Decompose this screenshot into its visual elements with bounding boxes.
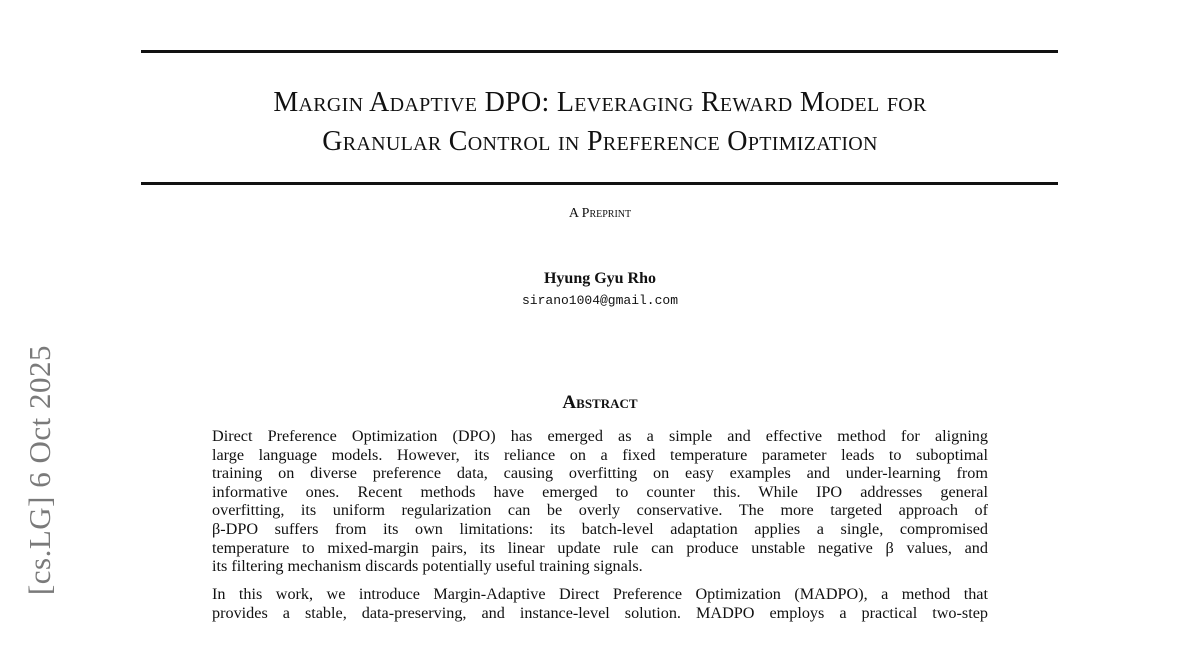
text-line: large language models. However, its reliance on a fixed temperature parameter leads to suboptimal (212, 445, 988, 464)
text-line: its filtering mechanism discards potentially useful training signals. (212, 557, 643, 576)
text-line: In this work, we introduce Margin-Adaptive Direct Preference Optimization (MADPO), a method that (212, 585, 988, 603)
top-rule (141, 50, 1058, 53)
text-line: provides a stable, data-preserving, and instance-level solution. MADPO employs a practical two-step (212, 603, 988, 622)
author-name: Hyung Gyu Rho (543, 270, 657, 287)
paper-title-line-1: Margin Adaptive DPO: Leveraging Reward Model for (273, 87, 927, 118)
abstract-paragraph-2 (212, 585, 988, 622)
text-line: overfitting, its uniform regularization can be overly conservative. The more targeted approach of (212, 501, 988, 520)
text-line: temperature to mixed-margin pairs, its linear update rule can produce unstable negative β values, and (212, 538, 988, 557)
bottom-rule (141, 182, 1058, 185)
arxiv-identifier-stamp: [cs.LG] 6 Oct 2025 (22, 345, 57, 596)
text-line: Direct Preference Optimization (DPO) has emerged as a simple and effective method for aligning (212, 427, 988, 445)
preprint-label: A Preprint (568, 206, 632, 221)
text-line: training on diverse preference data, causing overfitting on easy examples and under-learning from (212, 464, 988, 483)
author-email: sirano1004@gmail.com (521, 293, 679, 308)
abstract-paragraph-1 (212, 427, 988, 576)
text-line: informative ones. Recent methods have emerged to counter this. While IPO addresses general (212, 482, 988, 501)
text-line: β-DPO suffers from its own limitations: its batch-level adaptation applies a single, compromised (212, 519, 988, 538)
paper-title-line-2: Granular Control in Preference Optimization (322, 126, 878, 157)
abstract-heading: Abstract (562, 392, 638, 413)
